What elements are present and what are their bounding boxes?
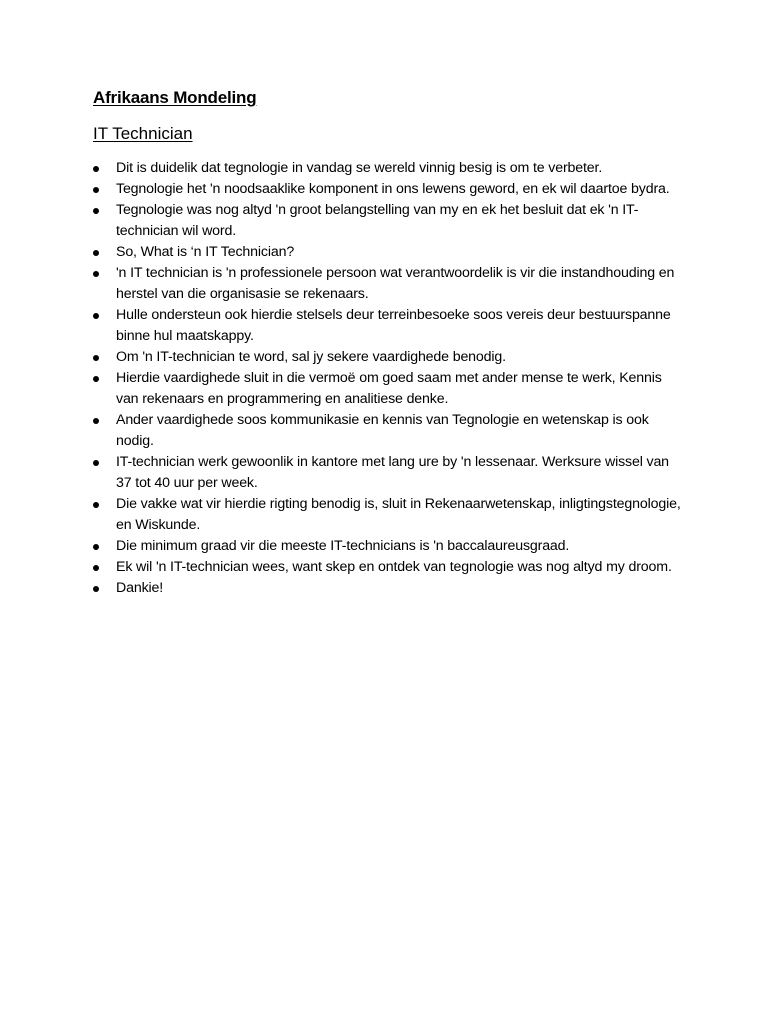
bullet-icon: [93, 544, 99, 550]
bullet-item: [93, 179, 683, 200]
bullet-text: Om 'n IT-technician te word, sal jy sekere vaardighede benodig.: [116, 349, 506, 365]
bullet-item: [93, 368, 683, 410]
document-subtitle: IT Technician: [93, 124, 193, 143]
bullet-icon: [93, 418, 99, 424]
bullet-text: Dankie!: [116, 580, 164, 596]
bullet-item: [93, 557, 683, 578]
bullet-text: Hierdie vaardighede sluit in die vermoë om goed saam met ander mense te werk, Kennis van rekenaars en programmering en analitiese denke.: [116, 370, 662, 407]
bullet-icon: [93, 502, 99, 508]
bullet-text: Die minimum graad vir die meeste IT-technicians is 'n baccalaureusgraad.: [116, 538, 570, 554]
bullet-item: [93, 347, 683, 368]
bullet-text: IT-technician werk gewoonlik in kantore met lang ure by 'n lessenaar. Werksure wissel van 37 tot 40 uur per week.: [116, 454, 669, 491]
bullet-icon: [93, 250, 99, 256]
bullet-icon: [93, 208, 99, 214]
bullet-item: [93, 410, 683, 452]
bullet-icon: [93, 166, 99, 172]
bullet-text: 'n IT technician is 'n professionele persoon wat verantwoordelik is vir die instandhouding en herstel van die organisasie se rekenaars.: [116, 265, 675, 302]
bullet-text: Tegnologie was nog altyd 'n groot belangstelling van my en ek het besluit dat ek 'n IT-technician wil word.: [116, 202, 639, 239]
bullet-item: [93, 200, 683, 242]
bullet-text: Dit is duidelik dat tegnologie in vandag se wereld vinnig besig is om te verbeter.: [116, 160, 603, 176]
bullet-text: Tegnologie het 'n noodsaaklike komponent in ons lewens geword, en ek wil daartoe bydra.: [116, 181, 670, 197]
bullet-item: [93, 242, 683, 263]
bullet-text: Hulle ondersteun ook hierdie stelsels deur terreinbesoeke soos vereis deur bestuurspanne binne hul maatskappy.: [116, 307, 671, 344]
bullet-list: [93, 158, 683, 599]
bullet-icon: [93, 460, 99, 466]
bullet-icon: [93, 313, 99, 319]
bullet-item: [93, 536, 683, 557]
bullet-icon: [93, 187, 99, 193]
bullet-text: So, What is ‘n IT Technician?: [116, 244, 295, 260]
bullet-item: [93, 305, 683, 347]
document-title: Afrikaans Mondeling: [93, 88, 257, 107]
bullet-item: [93, 494, 683, 536]
bullet-item: [93, 263, 683, 305]
bullet-icon: [93, 376, 99, 382]
bullet-icon: [93, 271, 99, 277]
bullet-text: Die vakke wat vir hierdie rigting benodig is, sluit in Rekenaarwetenskap, inligtingstegnologie, en Wiskunde.: [116, 496, 681, 533]
bullet-text: Ander vaardighede soos kommunikasie en kennis van Tegnologie en wetenskap is ook nodig.: [116, 412, 649, 449]
bullet-icon: [93, 355, 99, 361]
bullet-text: Ek wil 'n IT-technician wees, want skep en ontdek van tegnologie was nog altyd my droom.: [116, 559, 672, 575]
bullet-item: [93, 452, 683, 494]
bullet-item: [93, 578, 683, 599]
bullet-icon: [93, 565, 99, 571]
bullet-item: [93, 158, 683, 179]
bullet-icon: [93, 586, 99, 592]
